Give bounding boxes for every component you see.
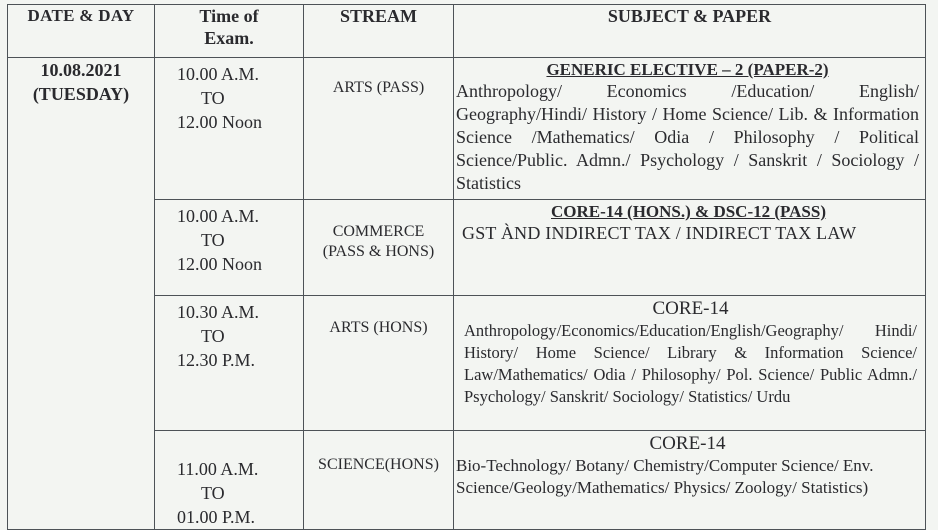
header-row [8, 5, 926, 58]
header-time-line2: Exam. [204, 28, 254, 48]
time-end: 12.00 Noon [177, 254, 262, 274]
exam-timetable [7, 4, 926, 530]
subject-list: Anthropology/ Economics /Education/ English/ Geography/Hindi/ History / Home Science/ Lib. & Information Science /Mathematics/ Odia / Philosophy / Political Science/Public. Admn./ Psychology / Sanskrit / Sociology / Statistics [456, 81, 919, 193]
time-start: 10.00 A.M. [177, 206, 260, 226]
time-start: 11.00 A.M. [177, 459, 259, 479]
time-end: 12.00 Noon [177, 112, 262, 132]
exam-time-cell [155, 200, 304, 296]
subject-list: GST ÀND INDIRECT TAX / INDIRECT TAX LAW [462, 223, 857, 243]
exam-date: 10.08.2021 [40, 60, 122, 80]
exam-time-cell [155, 296, 304, 431]
paper-title: CORE-14 [652, 298, 729, 319]
exam-time-cell [155, 431, 304, 530]
subject-list: Anthropology/Economics/Education/English/Geography/ Hindi/ History/ Home Science/ Library & Information Science/ Law/Mathematics/ Odia / Philosophy/ Pol. Science/ Public Admn./ Psychology/ Sanskrit/ Sociology/ Statistics/ Urdu [464, 321, 917, 406]
stream-line2: (PASS & HONS) [322, 243, 435, 260]
subject-list: Bio-Technology/ Botany/ Chemistry/Computer Science/ Env. Science/Geology/Mathematics/ Physics/ Zoology/ Statistics) [456, 456, 874, 497]
exam-time-cell [155, 58, 304, 200]
time-end: 01.00 P.M. [177, 507, 256, 527]
time-to: TO [201, 88, 225, 108]
subject-cell [454, 200, 926, 296]
stream-line1: COMMERCE [332, 223, 425, 240]
time-to: TO [201, 230, 225, 250]
header-subject-paper: SUBJECT & PAPER [454, 5, 926, 58]
header-stream: STREAM [304, 5, 454, 58]
time-to: TO [201, 483, 225, 503]
header-date-day: DATE & DAY [8, 5, 155, 58]
exam-day: (TUESDAY) [32, 84, 130, 104]
subject-cell [454, 58, 926, 200]
paper-title: GENERIC ELECTIVE – 2 (PAPER-2) [546, 60, 829, 79]
stream-cell: ARTS (HONS) [304, 296, 454, 431]
time-to: TO [201, 326, 225, 346]
header-time-of-exam [155, 5, 304, 58]
paper-title: CORE-14 [649, 433, 726, 454]
exam-date-cell [8, 58, 155, 530]
time-end: 12.30 P.M. [177, 350, 256, 370]
paper-title: CORE-14 (HONS.) & DSC-12 (PASS) [551, 202, 826, 221]
time-start: 10.00 A.M. [177, 64, 260, 84]
header-time-line1: Time of [199, 6, 259, 26]
stream-cell: SCIENCE(HONS) [304, 431, 454, 530]
subject-cell [454, 296, 926, 431]
subject-cell [454, 431, 926, 530]
time-start: 10.30 A.M. [177, 302, 260, 322]
stream-cell [304, 200, 454, 296]
table-row [8, 58, 926, 200]
stream-cell: ARTS (PASS) [304, 58, 454, 200]
